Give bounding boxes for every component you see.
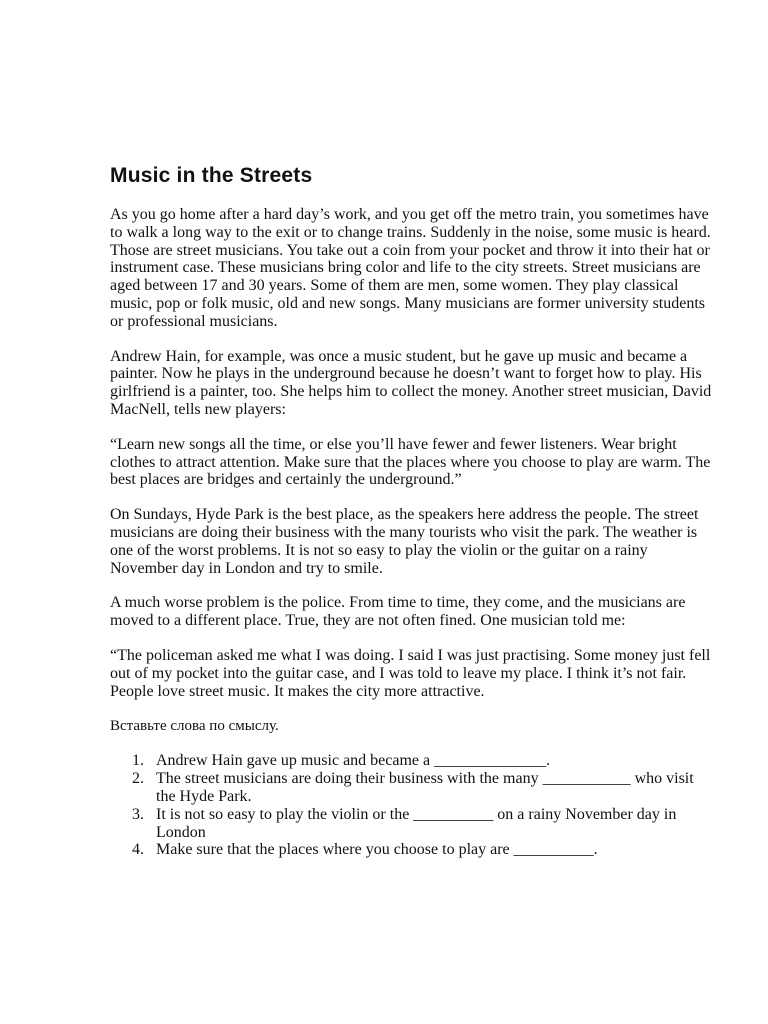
exercise-list <box>110 752 716 859</box>
paragraph-intro: As you go home after a hard day’s work, and you get off the metro train, you sometimes have to walk a long way to the exit or to change trains. Suddenly in the noise, some music is heard. Those are street musicians. You take out a coin from your pocket and throw it into their hat or instrument case. These musicians bring color and life to the city streets. Street musicians are aged between 17 and 30 years. Some of them are men, some women. They play classical music, pop or folk music, old and new songs. Many musicians are former university students or professional musicians. <box>110 206 711 330</box>
paragraph-andrew-hain: Andrew Hain, for example, was once a music student, but he gave up music and became a painter. Now he plays in the underground because he doesn’t want to forget how to play. His girlfriend is a painter, too. She helps him to collect the money. Another street musician, David MacNell, tells new players: <box>110 347 712 418</box>
paragraph-hyde-park: On Sundays, Hyde Park is the best place, as the speakers here address the people. The street musicians are doing their business with the many tourists who visit the park. The weather is one of the worst problems. It is not so easy to play the violin or the guitar on a rainy November day in London and try to smile. <box>110 506 699 577</box>
exercise-item <box>110 841 716 859</box>
exercise-item <box>110 752 716 770</box>
exercise-text: Andrew Hain gave up music and became a ______________. <box>156 752 551 770</box>
exercise-item <box>110 806 716 842</box>
exercise-item <box>110 770 716 806</box>
exercise-text: The street musicians are doing their business with the many ___________ who visit the Hyde Park. <box>156 770 694 805</box>
exercise-number: 2. <box>132 770 144 788</box>
paragraph-quote-macnell: “Learn new songs all the time, or else you’ll have fewer and fewer listeners. Wear bright clothes to attract attention. Make sure that the places where you choose to play are warm. The best places are bridges and certainly the underground.” <box>110 435 711 489</box>
document-title: Music in the Streets <box>110 164 313 187</box>
exercise-instruction: Вставьте слова по смыслу. <box>110 718 279 735</box>
document-page <box>110 162 716 859</box>
paragraph-quote-musician: “The policeman asked me what I was doing. I said I was just practising. Some money just fell out of my pocket into the guitar case, and I was told to leave my place. I think it’s not fair. People love street music. It makes the city more attractive. <box>110 646 711 700</box>
exercise-text: It is not so easy to play the violin or the __________ on a rainy November day in London <box>156 805 677 841</box>
exercise-number: 1. <box>132 752 144 770</box>
paragraph-police: A much worse problem is the police. From time to time, they come, and the musicians are moved to a different place. True, they are not often fined. One musician told me: <box>110 594 686 630</box>
exercise-number: 4. <box>132 841 144 859</box>
exercise-text: Make sure that the places where you choose to play are __________. <box>156 841 598 859</box>
exercise-number: 3. <box>132 805 144 823</box>
